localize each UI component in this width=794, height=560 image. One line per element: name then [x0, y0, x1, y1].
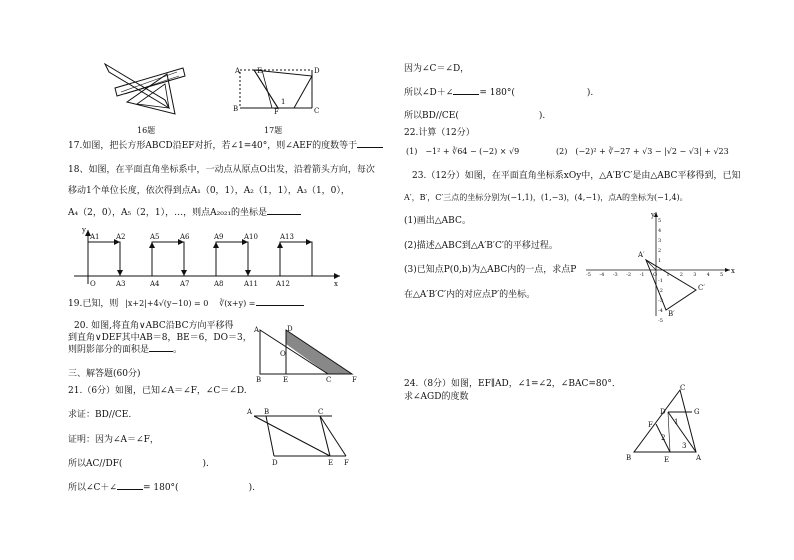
fig24-label-F: F	[648, 421, 653, 429]
fig23-ytick: -2	[658, 288, 663, 294]
fig23-xtick: -4	[599, 272, 605, 278]
q21-angle-blank-2[interactable]	[453, 94, 479, 95]
proof-continued-line2: 所以∠D＋∠ = 180°( ).	[404, 88, 594, 98]
figure-17	[232, 64, 322, 114]
fig23-xtick: -2	[626, 272, 632, 278]
fig24-label-angle1: 1	[674, 418, 679, 426]
question-22-part1: (1) −1² + ∛64 − (−2) × √9	[406, 147, 520, 156]
fig18-label-A7: A7	[180, 280, 190, 288]
fig23-xtick: 4	[706, 272, 710, 278]
fig18-axis-y: y	[82, 226, 86, 234]
fig17-label-angle1: 1	[281, 98, 286, 106]
question-21-proof-line1: 证明：因为∠A＝∠F，	[68, 435, 159, 445]
fig23-xtick: 2	[679, 272, 683, 278]
q19-equation: |x+2|+4√(y−10) = 0	[125, 299, 209, 308]
fig23-axis-y: y	[651, 211, 655, 219]
fig23-ytick: 3	[658, 238, 662, 244]
fig18-label-A6: A6	[180, 233, 190, 241]
fig24-label-angle3: 3	[682, 442, 687, 450]
question-22-part2: (2) (−2)² + ∛−27 + √3 − |√2 − √3| + √23	[556, 147, 729, 156]
fig23-xtick: -1	[639, 272, 645, 278]
question-23-part3-line2: 在△A′B′C′内的对应点P′的坐标。	[404, 290, 536, 300]
fig18-label-A1: A1	[90, 233, 100, 241]
fig23-xtick: 5	[720, 272, 724, 278]
figure-16-caption: 16题	[137, 126, 156, 135]
fig23-axis-x: x	[731, 267, 735, 275]
section-3-heading: 三、解答题(60分)	[68, 369, 141, 379]
question-19-text: 19.已知，则	[68, 299, 119, 309]
fig24-label-G: G	[694, 408, 700, 416]
fig23-xtick: O	[653, 272, 658, 278]
figure-24	[622, 384, 702, 464]
fig21-label-A: A	[247, 408, 253, 416]
question-17	[68, 140, 383, 152]
proof-continued-line1: 因为∠C＝∠D，	[404, 64, 470, 74]
fig17-label-A: A	[235, 67, 241, 75]
fig24-label-C: C	[680, 384, 686, 392]
q21-angle-blank[interactable]	[117, 489, 143, 490]
fig23-label-A-prime: A′	[638, 251, 645, 259]
question-21-prove: 求证：BD//CE.	[68, 410, 132, 420]
fig23-label-C-prime: C′	[698, 284, 705, 292]
figure-17-caption: 17题	[264, 126, 283, 135]
fig23-ytick: -1	[658, 278, 663, 284]
fig24-label-angle2: 2	[661, 434, 666, 442]
question-18-text: A₄（2，0），A₅（2，1），…，则点A₂₀₂₁的坐标是	[68, 208, 268, 218]
question-22-heading: 22.计算（12分）	[404, 128, 475, 138]
fig23-ytick: -4	[658, 308, 663, 314]
question-24-line1: 24.（8分）如图，EF∥AD，∠1=∠2，∠BAC=80°．	[404, 379, 621, 389]
question-23-part1: (1)画出△ABC。	[404, 216, 471, 226]
question-20-line1: 20. 如图,将直角∨ABC沿BC方向平移得	[74, 321, 234, 331]
fig23-ytick: -3	[658, 298, 663, 304]
fig18-label-O: O	[90, 280, 96, 288]
fig18-label-A8: A8	[214, 280, 224, 288]
fig18-label-A10: A10	[244, 233, 258, 241]
fig18-label-A12: A12	[276, 280, 290, 288]
fig18-label-A11: A11	[244, 280, 258, 288]
fig20-label-E: E	[283, 376, 289, 384]
fig21-label-E: E	[328, 459, 334, 467]
fig21-label-F: F	[344, 459, 349, 467]
fig18-label-A9: A9	[214, 233, 224, 241]
question-21-proof-line2: 所以AC//DF( ).	[68, 459, 209, 469]
fig17-label-C: C	[314, 107, 320, 115]
fig24-label-A: A	[696, 454, 702, 462]
fig18-label-A5: A5	[150, 233, 160, 241]
fig23-ytick: -5	[658, 318, 663, 324]
fig20-label-A: A	[254, 326, 260, 334]
question-23-line2: A′，B′，C′三点的坐标分别为(−1,1)，(1,−3)，(4,−1)，点A的坐标为(−1,4)。	[404, 193, 688, 202]
question-17-text: 17.如图，把长方形ABCD沿EF对折，若∠1=40°，则∠AEF的度数等于	[68, 141, 358, 151]
fig23-ytick: 1	[658, 258, 662, 264]
fig23-xtick: -3	[612, 272, 618, 278]
question-19	[68, 298, 304, 310]
figure-16	[95, 58, 195, 120]
q17-answer-blank[interactable]	[357, 147, 383, 148]
fig20-label-O: O	[280, 350, 286, 358]
fig17-label-B: B	[233, 105, 239, 113]
fig18-label-A13: A13	[280, 233, 294, 241]
question-20-text: 则阴影部分的面积是	[68, 345, 150, 355]
question-21-stem: 21.（6分）如图，已知∠A＝∠F，∠C＝∠D.	[68, 386, 247, 396]
fig23-xtick: -5	[586, 272, 591, 278]
fig18-label-A3: A3	[116, 280, 126, 288]
fig24-label-D: D	[660, 408, 666, 416]
fig23-xtick: 1	[666, 272, 670, 278]
question-20-line3: 则阴影部分的面积是 。	[68, 345, 183, 355]
fig17-label-D: D	[314, 67, 320, 75]
fig20-label-F: F	[352, 376, 357, 384]
fig23-ytick: 2	[658, 248, 662, 254]
question-24-line2: 求∠AGD的度数	[404, 392, 469, 402]
question-23-part2: (2)描述△ABC到△A′B′C′的平移过程。	[404, 241, 558, 251]
fig23-xtick: 3	[693, 272, 697, 278]
fig20-label-C: C	[326, 376, 332, 384]
question-20-line2: 到直角∨DEF其中AB＝8，BE＝6，DO＝3，	[68, 333, 252, 343]
figure-21	[244, 406, 356, 468]
fig23-ytick: 4	[658, 228, 662, 234]
question-18-line3	[68, 207, 301, 219]
q19-target-expr: ∛(x+y) =	[219, 299, 256, 308]
fig18-axis-x: x	[334, 280, 338, 288]
fig24-label-B: B	[626, 454, 632, 462]
fig18-label-A2: A2	[116, 233, 126, 241]
fig17-label-E: E	[257, 67, 263, 75]
q19-answer-blank[interactable]	[256, 305, 304, 306]
fig17-label-F: F	[274, 108, 279, 116]
figure-23-coordinate-plane	[584, 210, 735, 324]
question-23-part3-line1: (3)已知点P(0,b)为△ABC内的一点，求点P	[404, 265, 577, 275]
fig21-label-B: B	[264, 408, 270, 416]
fig20-label-B: B	[256, 376, 262, 384]
fig18-label-A4: A4	[150, 280, 160, 288]
question-21-proof-line3: 所以∠C＋∠ = 180°( ).	[68, 483, 255, 493]
figure-20	[252, 326, 364, 386]
figure-18	[68, 226, 348, 288]
question-18-line1: 18、如图，在平面直角坐标系中，一动点从原点O出发，沿着箭头方向，每次	[68, 165, 375, 175]
q20-answer-blank[interactable]	[149, 351, 173, 352]
q18-answer-blank[interactable]	[267, 214, 301, 215]
fig24-label-E: E	[664, 456, 670, 464]
question-23-line1: 23.（12分）如图，在平面直角坐标系xOy中，△A′B′C′是由△ABC平移得到，已知	[412, 171, 741, 181]
fig23-label-B-prime: B′	[668, 310, 675, 318]
fig21-label-D: D	[272, 459, 278, 467]
fig23-ytick: 5	[658, 218, 662, 224]
fig21-label-C: C	[318, 408, 324, 416]
question-18-line2: 移动1个单位长度，依次得到点A₁（0，1），A₂（1，1），A₃（1，0），	[68, 186, 350, 196]
proof-continued-line3: 所以BD//CE( ).	[404, 111, 546, 121]
fig20-label-D: D	[287, 325, 293, 333]
